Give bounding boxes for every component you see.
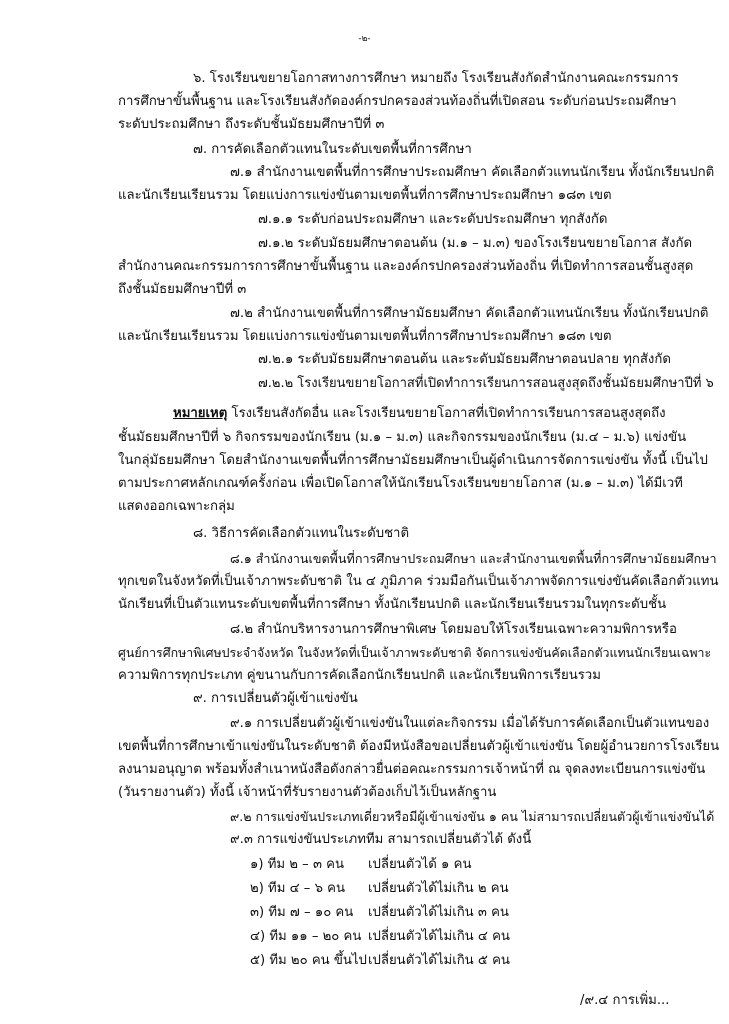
team-size: ๕) ทีม ๒๐ คน ขึ้นไป (250, 953, 367, 968)
para-9-1-line-2: เขตพื้นที่การศึกษาเข้าแข่งขันในระดับชาติ ต้องมีหนังสือขอเปลี่ยนตัวผู้เข้าแข่งขัน โดยผู้อำนวยการโรงเรียน (118, 739, 720, 754)
team-list-row (250, 928, 510, 946)
section-6-line-1: ๖. โรงเรียนขยายโอกาสทางการศึกษา หมายถึง โรงเรียนสังกัดสำนักงานคณะกรรมการ (193, 71, 679, 86)
para-7-1-1: ๗.๑.๑ ระดับก่อนประถมศึกษา และระดับประถมศึกษา ทุกสังกัด (258, 212, 608, 227)
para-8-2-line-1: ๘.๒ สำนักบริหารงานการศึกษาพิเศษ โดยมอบให้โรงเรียนเฉพาะความพิการหรือ (230, 622, 677, 637)
team-size: ๑) ทีม ๒ – ๓ คน (250, 857, 344, 872)
remark-line-5: แสดงออกเฉพาะกลุ่ม (118, 499, 235, 514)
remark-line-2: ชั้นมัธยมศึกษาปีที่ ๖ กิจกรรมของนักเรียน (ม.๑ – ม.๓) และกิจกรรมของนักเรียน (ม.๔ – ม.๖) แข่งขัน (118, 430, 687, 445)
para-9-1-line-4: (วันรายงานตัว) ทั้งนี้ เจ้าหน้าที่รับรายงานตัวต้องเก็บไว้เป็นหลักฐาน (118, 785, 497, 800)
para-7-1-2-line-2: สำนักงานคณะกรรมการการศึกษาขั้นพื้นฐาน และองค์กรปกครองส่วนท้องถิ่น ที่เปิดทำการสอนชั้นสูงสุด (118, 259, 694, 274)
team-size: ๓) ทีม ๗ – ๑๐ คน (250, 905, 354, 920)
team-change-allowance: เปลี่ยนตัวได้ไม่เกิน ๕ คน (368, 953, 510, 968)
section-7-heading: ๗. การคัดเลือกตัวแทนในระดับเขตพื้นที่การศึกษา (193, 142, 472, 157)
continuation-note: /๙.๔ การเพิ่ม... (580, 993, 670, 1008)
para-9-1-line-3: ลงนามอนุญาต พร้อมทั้งสำเนาหนังสือดังกล่าวยื่นต่อคณะกรรมการเจ้าหน้าที่ ณ จุดลงทะเบียนการแข่งขัน (118, 762, 706, 777)
para-8-2-line-2: ศูนย์การศึกษาพิเศษประจำจังหวัด ในจังหวัดที่เป็นเจ้าภาพระดับชาติ จัดการแข่งขันคัดเลือกตัวแทนนักเรียนเฉพาะ (118, 645, 712, 660)
remark-label: หมายเหตุ (173, 406, 228, 421)
remark-text-1: โรงเรียนสังกัดอื่น และโรงเรียนขยายโอกาสที่เปิดทำการเรียนการสอนสูงสุดถึง (227, 406, 666, 421)
team-list-row (250, 880, 509, 898)
remark-line-1 (173, 405, 666, 423)
team-size: ๔) ทีม ๑๑ – ๒๐ คน (250, 929, 362, 944)
para-9-2: ๙.๒ การแข่งขันประเภทเดี่ยวหรือมีผู้เข้าแข่งขัน ๑ คน ไม่สามารถเปลี่ยนตัวผู้เข้าแข่งขันได้ (230, 809, 715, 824)
team-list-row (250, 952, 510, 970)
para-7-2-line-2: และนักเรียนเรียนรวม โดยแบ่งการแข่งขันตามเขตพื้นที่การศึกษาประถมศึกษา ๑๘๓ เขต (118, 329, 612, 344)
team-change-allowance: เปลี่ยนตัวได้ไม่เกิน ๔ คน (368, 929, 510, 944)
para-7-2-1: ๗.๒.๑ ระดับมัธยมศึกษาตอนต้น และระดับมัธยมศึกษาตอนปลาย ทุกสังกัด (258, 352, 671, 367)
section-6-line-2: การศึกษาขั้นพื้นฐาน และโรงเรียนสังกัดองค์กรปกครองส่วนท้องถิ่นที่เปิดสอน ระดับก่อนประถมศึกษา (118, 94, 677, 109)
section-6-line-3: ระดับประถมศึกษา ถึงระดับชั้นมัธยมศึกษาปีที่ ๓ (118, 117, 385, 132)
team-change-allowance: เปลี่ยนตัวได้ไม่เกิน ๓ คน (368, 905, 509, 920)
remark-line-3: ในกลุ่มัธยมศึกษา โดยสำนักงานเขตพื้นที่การศึกษามัธยมศึกษาเป็นผู้ดำเนินการจัดการแข่งขัน ทั้งนี้ เป็นไป (118, 453, 708, 468)
team-list-row (250, 856, 471, 874)
para-8-1-line-3: นักเรียนที่เป็นตัวแทนระดับเขตพื้นที่การศึกษา ทั้งนักเรียนปกติ และนักเรียนเรียนรวมในทุกระดับชั้น (118, 597, 667, 612)
team-size: ๒) ทีม ๔ – ๖ คน (250, 881, 345, 896)
para-7-1-line-1: ๗.๑ สำนักงานเขตพื้นที่การศึกษาประถมศึกษา คัดเลือกตัวแทนนักเรียน ทั้งนักเรียนปกติ (230, 165, 715, 180)
para-8-1-line-1: ๘.๑ สำนักงานเขตพื้นที่การศึกษาประถมศึกษา และสำนักงานเขตพื้นที่การศึกษามัธยมศึกษา (230, 551, 717, 566)
para-7-2-line-1: ๗.๒ สำนักงานเขตพื้นที่การศึกษามัธยมศึกษา คัดเลือกตัวแทนนักเรียน ทั้งนักเรียนปกติ (230, 306, 709, 321)
para-9-3: ๙.๓ การแข่งขันประเภททีม สามารถเปลี่ยนตัวได้ ดังนี้ (230, 832, 532, 847)
team-change-allowance: เปลี่ยนตัวได้ไม่เกิน ๒ คน (368, 881, 509, 896)
team-change-allowance: เปลี่ยนตัวได้ ๑ คน (368, 857, 472, 872)
section-8-heading: ๘. วิธีการคัดเลือกตัวแทนในระดับชาติ (193, 526, 410, 541)
para-7-1-line-2: และนักเรียนเรียนรวม โดยแบ่งการแข่งขันตามเขตพื้นที่การศึกษาประถมศึกษา ๑๘๓ เขต (118, 188, 612, 203)
para-8-2-line-3: ความพิการทุกประเภท คู่ขนานกับการคัดเลือกนักเรียนปกติ และนักเรียนพิการเรียนรวม (118, 668, 601, 683)
para-8-1-line-2: ทุกเขตในจังหวัดที่เป็นเจ้าภาพระดับชาติ ใน ๔ ภูมิภาค ร่วมมือกันเป็นเจ้าภาพจัดการแข่งขันคัดเลือกตัวแทน (118, 574, 719, 589)
para-7-1-2-line-3: ถึงชั้นมัธยมศึกษาปีที่ ๓ (118, 282, 247, 297)
para-7-2-2: ๗.๒.๒ โรงเรียนขยายโอกาสที่เปิดทำการเรียนการสอนสูงสุดถึงชั้นมัธยมศึกษาปีที่ ๖ (258, 376, 714, 391)
para-7-1-2-line-1: ๗.๑.๒ ระดับมัธยมศึกษาตอนต้น (ม.๑ – ม.๓) ของโรงเรียนขยายโอกาส สังกัด (258, 236, 693, 251)
team-list-row (250, 904, 509, 922)
remark-line-4: ตามประกาศหลักเกณฑ์ครั้งก่อน เพื่อเปิดโอกาสให้นักเรียนโรงเรียนขยายโอกาส (ม.๑ – ม.๓) ได้มีเวที (118, 476, 683, 491)
page-number: -๒- (358, 34, 371, 44)
section-9-heading: ๙. การเปลี่ยนตัวผู้เข้าแข่งขัน (193, 691, 358, 706)
para-9-1-line-1: ๙.๑ การเปลี่ยนตัวผู้เข้าแข่งขันในแต่ละกิจกรรม เมื่อได้รับการคัดเลือกเป็นตัวแทนของ (230, 716, 710, 731)
